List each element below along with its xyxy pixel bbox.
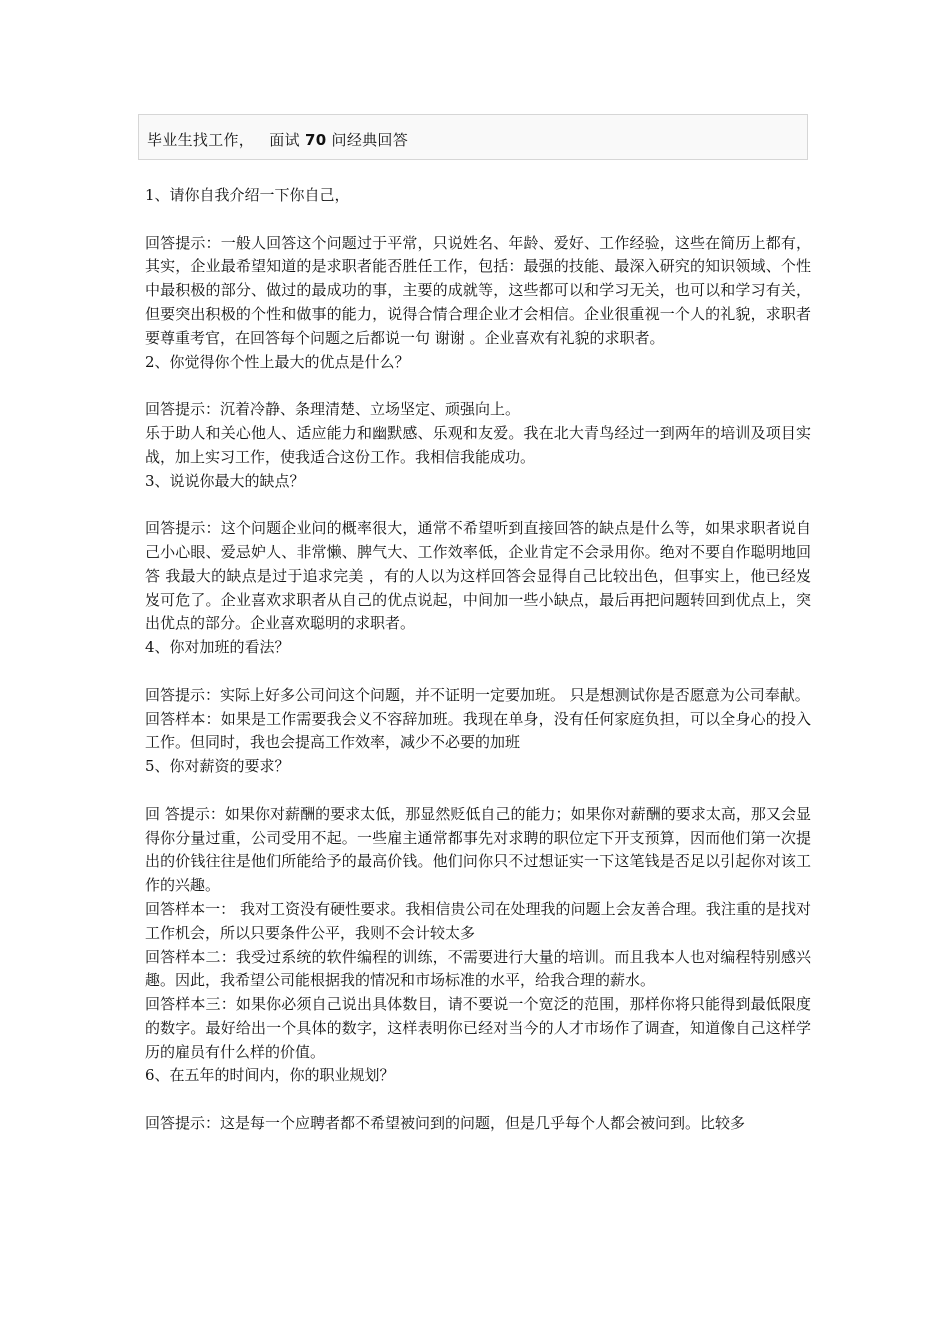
spacer bbox=[145, 1088, 811, 1112]
answer-paragraph: 回答样本三：如果你必须自己说出具体数目，请不要说一个宽泛的范围，那样你将只能得到最低限度的数字。最好给出一个具体的数字，这样表明你已经对当今的人才市场作了调查，知道像自己这样学历的雇员有什么样的价值。 bbox=[145, 995, 811, 1061]
question-2: 2、你觉得你个性上最大的优点是什么？ bbox=[145, 352, 410, 371]
answer-paragraph: 回答提示：这个问题企业问的概率很大，通常不希望听到直接回答的缺点是什么等，如果求职者说自己小心眼、爱忌妒人、非常懒、脾气大、工作效率低，企业肯定不会录用你。绝对不要自作聪明地回答 我最大的缺点是过于追求完美 ，有的人以为这样回答会显得自己比较出色，但事实上，他已经岌岌可危了。企业喜欢求职者从自己的优点说起，中间加一些小缺点，最后再把问题转回到优点上，突出优点的部分。企业喜欢聪明的求职者。 bbox=[145, 519, 811, 633]
question-4: 4、你对加班的看法？ bbox=[145, 638, 290, 657]
answer-paragraph: 回答提示：这是每一个应聘者都不希望被问到的问题，但是几乎每个人都会被问到。比较多 bbox=[145, 1114, 746, 1133]
answer-paragraph: 回答提示：一般人回答这个问题过于平常，只说姓名、年龄、爱好、工作经验，这些在简历上都有，其实，企业最希望知道的是求职者能否胜任工作，包括：最强的技能、最深入研究的知识领域、个性中最积极的部分、做过的最成功的事，主要的成就等，这些都可以和学习无关，也可以和学习有关，但要突出积极的个性和做事的能力，说得合情合理企业才会相信。企业很重视一个人的礼貌，求职者要尊重考官，在回答每个问题之后都说一句 谢谢 。企业喜欢有礼貌的求职者。 bbox=[145, 233, 811, 347]
spacer bbox=[145, 660, 811, 684]
answer-paragraph: 回答样本一： 我对工资没有硬性要求。我相信贵公司在处理我的问题上会友善合理。我注重的是找对工作机会，所以只要条件公平，我则不会计较太多 bbox=[145, 899, 811, 942]
document-title bbox=[138, 114, 808, 160]
question-3: 3、说说你最大的缺点？ bbox=[145, 471, 305, 490]
answer-paragraph: 回答提示：实际上好多公司问这个问题，并不证明一定要加班。 只是想测试你是否愿意为公司奉献。 bbox=[145, 685, 810, 704]
answer-paragraph: 回 答提示：如果你对薪酬的要求太低，那显然贬低自己的能力；如果你对薪酬的要求太高，那又会显得你分量过重，公司受用不起。一些雇主通常都事先对求聘的职位定下开支预算，因而他们第一次提出的价钱往往是他们所能给予的最高价钱。他们问你只不过想证实一下这笔钱是否足以引起你对该工作的兴趣。 bbox=[145, 804, 811, 895]
question-5: 5、你对薪资的要求？ bbox=[145, 757, 290, 776]
answer-paragraph: 回答样本二：我受过系统的软件编程的训练，不需要进行大量的培训。而且我本人也对编程特别感兴趣。因此，我希望公司能根据我的情况和市场标准的水平，给我合理的薪水。 bbox=[145, 947, 811, 990]
question-6: 6、在五年的时间内，你的职业规划？ bbox=[145, 1066, 395, 1085]
answer-paragraph: 回答提示：沉着冷静、条理清楚、立场坚定、顽强向上。 bbox=[145, 400, 521, 419]
title-number: 70 bbox=[304, 131, 327, 149]
answer-paragraph: 回答样本：如果是工作需要我会义不容辞加班。我现在单身，没有任何家庭负担，可以全身心的投入工作。但同时，我也会提高工作效率，减少不必要的加班 bbox=[145, 709, 811, 752]
document-body bbox=[145, 184, 811, 1136]
title-suffix: 问经典回答 bbox=[326, 131, 409, 149]
answer-paragraph: 乐于助人和关心他人、适应能力和幽默感、乐观和友爱。我在北大青鸟经过一到两年的培训及项目实战，加上实习工作，使我适合这份工作。我相信我能成功。 bbox=[145, 423, 811, 466]
question-1: 1、请你自我介绍一下你自己， bbox=[145, 186, 350, 204]
title-prefix: 毕业生找工作， 面试 bbox=[147, 131, 305, 149]
spacer bbox=[145, 374, 811, 398]
spacer bbox=[145, 493, 811, 517]
spacer bbox=[145, 208, 811, 232]
spacer bbox=[145, 779, 811, 803]
